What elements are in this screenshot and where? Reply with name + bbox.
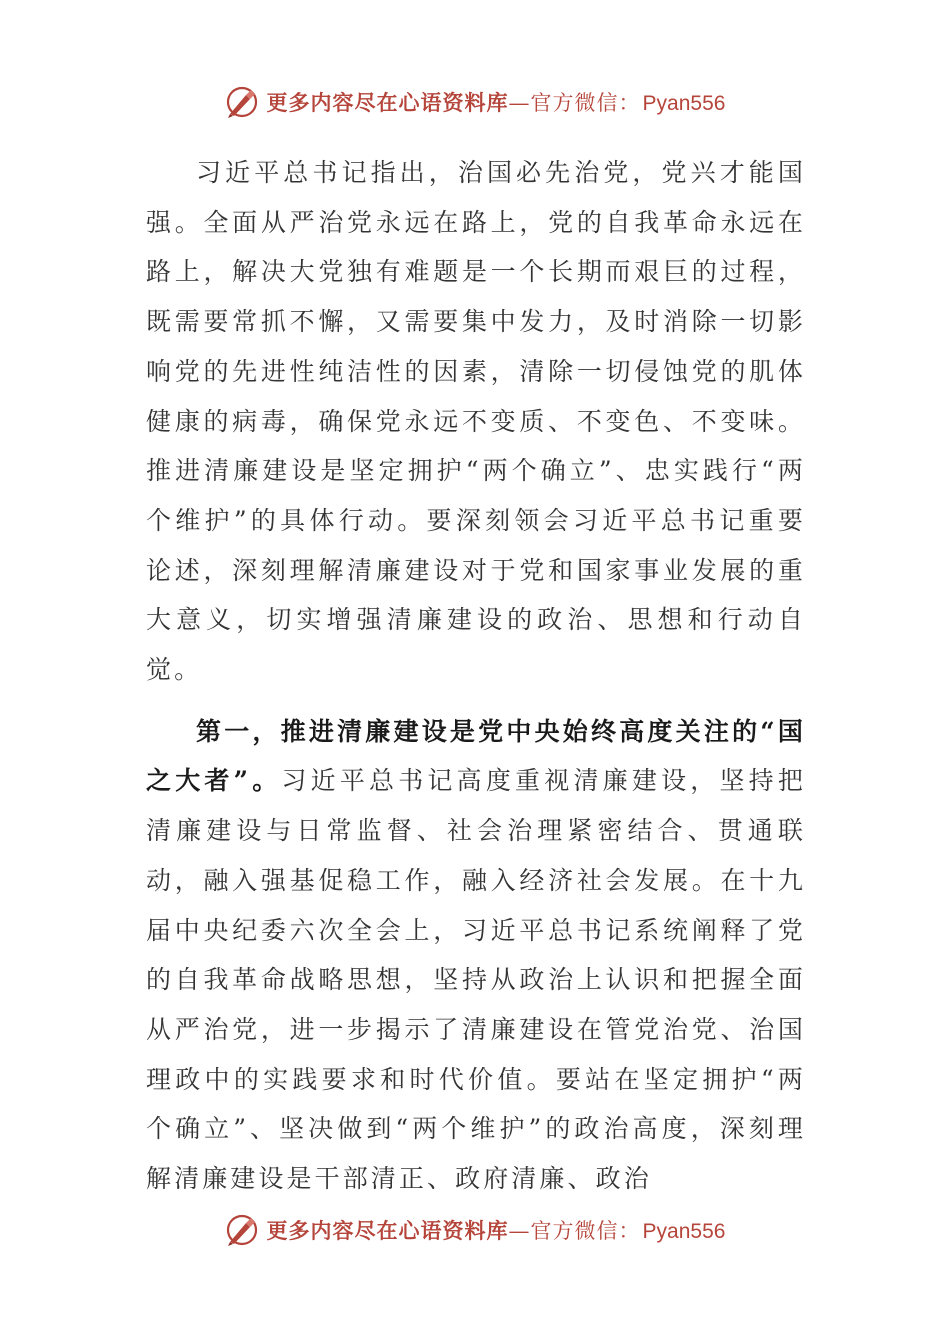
watermark-wechat-label: 官方微信： xyxy=(530,91,641,115)
watermark-wechat-label: 官方微信： xyxy=(530,1219,641,1243)
paragraph-text: 习近平总书记指出，治国必先治党，党兴才能国强。全面从严治党永远在路上，党的自我革命永远在路上，解决大党独有难题是一个长期而艰巨的过程，既需要常抓不懈，又需要集中发力，及时消除一切影响党的先进性纯洁性的因素，清除一切侵蚀党的肌体健康的病毒，确保党永远不变质、不变色、不变味。推进清廉建设是坚定拥护“两个确立”、忠实践行“两个维护”的具体行动。要深刻领会习近平总书记重要论述，深刻理解清廉建设对于党和国家事业发展的重大意义，切实增强清廉建设的政治、思想和行动自觉。 xyxy=(146,158,806,685)
watermark-label: 更多内容尽在心语资料库 xyxy=(266,1218,509,1243)
watermark-wechat-id: Pyan556 xyxy=(642,1220,726,1243)
footer-watermark xyxy=(0,1210,950,1250)
document-body xyxy=(146,148,806,1204)
pen-logo-icon xyxy=(225,85,259,119)
watermark-text xyxy=(267,1215,726,1245)
paragraph-lead: 第一，推进清廉建设是党中央始终高度关注的“国之大者”。 xyxy=(146,716,806,796)
watermark-label: 更多内容尽在心语资料库 xyxy=(266,90,509,115)
header-watermark xyxy=(0,82,950,122)
watermark-dash: — xyxy=(508,91,531,115)
paragraph-intro xyxy=(146,148,806,695)
watermark-wechat-id: Pyan556 xyxy=(642,92,726,115)
pen-logo-icon xyxy=(225,1213,259,1247)
paragraph-point-one xyxy=(146,707,806,1204)
watermark-text xyxy=(267,87,726,117)
watermark-dash: — xyxy=(508,1219,531,1243)
paragraph-text: 习近平总书记高度重视清廉建设，坚持把清廉建设与日常监督、社会治理紧密结合、贯通联动，融入强基促稳工作，融入经济社会发展。在十九届中央纪委六次全会上，习近平总书记系统阐释了党的自我革命战略思想，坚持从政治上认识和把握全面从严治党，进一步揭示了清廉建设在管党治党、治国理政中的实践要求和时代价值。要站在坚定拥护“两个确立”、坚决做到“两个维护”的政治高度，深刻理解清廉建设是干部清正、政府清廉、政治 xyxy=(146,766,806,1194)
